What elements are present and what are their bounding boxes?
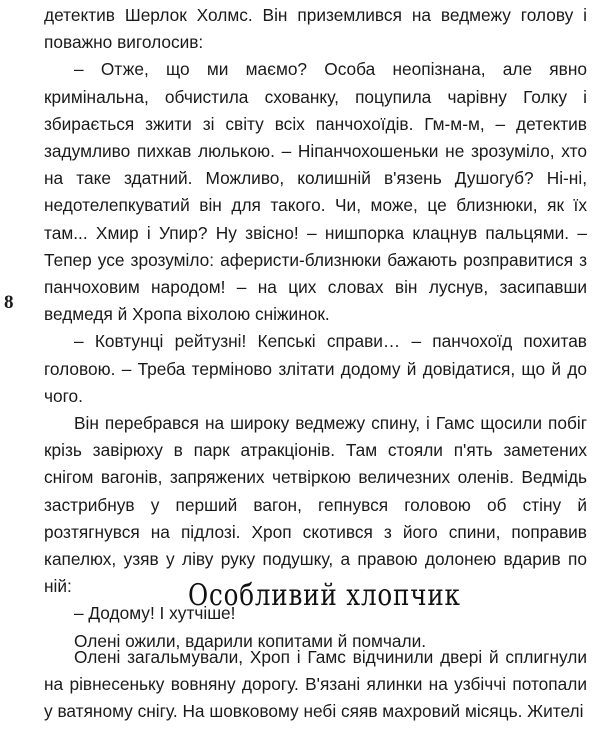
paragraph: Олені ожили, вдарили копитами й помчали.: [74, 630, 427, 651]
paragraph: Він перебрався на широку ведмежу спину, і Гамс щосили побіг крізь завірюху в парк атракціонів. Там стояли п'ять заметених снігом вагонів, запряжених четвіркою величезних оленів. Ведмідь застрибнув у перший вагон, гепнувся головою об стіну й розтягнувся на підлозі. Хроп скотився з його спини, поправив капелюх, узяв у ліву руку подушку, а правою долонею вдарив по ній:: [44, 413, 587, 597]
text-section-1: [44, 2, 587, 655]
chapter-title: Особливий хлопчик: [188, 578, 461, 613]
paragraph: – Отже, що ми маємо? Особа неопізнана, але явно кримінальна, обчистила схованку, поцупила чарівну Голку і збирається зжити зі світу всіх панчохоїдів. Гм-м-м, – детектив задумливо пихкав люлькою. – Ніпанчохошеньки не зрозуміло, хто на таке здатний. Можливо, колишній в'язень Душогуб? Ні-ні, недотелепкуватий він для такого. Чи, може, це близнюки, як їх там... Хмир і Упир? Ну звісно! – нишпорка клацнув пальцями. – Тепер усе зрозуміло: аферисти-близнюки бажають розправитися з панчоховим народом! – на цих словах він луснув, засипавши ведмедя й Хропа віхолою сніжинок.: [44, 59, 587, 325]
paragraph: детектив Шерлок Холмс. Він приземлився на ведмежу голову і поважно виголосив:: [44, 5, 587, 53]
paragraph: – Додому! І хутчіше!: [74, 603, 236, 624]
paragraph: Олені загальмували, Хроп і Гамс відчинили двері й сплигнули на рівнесеньку вовняну дорогу. В'язані ялинки на узбіччі потопали у ватяному снігу. На шовковому небі сяяв махровий місяць. Жителі: [44, 647, 587, 722]
paragraph: – Ковтунці рейтузні! Кепські справи… – панчохоїд похитав головою. – Треба терміново злітати додому й довідатися, що й до чого.: [44, 331, 587, 406]
text-section-2: [44, 644, 587, 726]
page-number: 8: [4, 292, 14, 313]
